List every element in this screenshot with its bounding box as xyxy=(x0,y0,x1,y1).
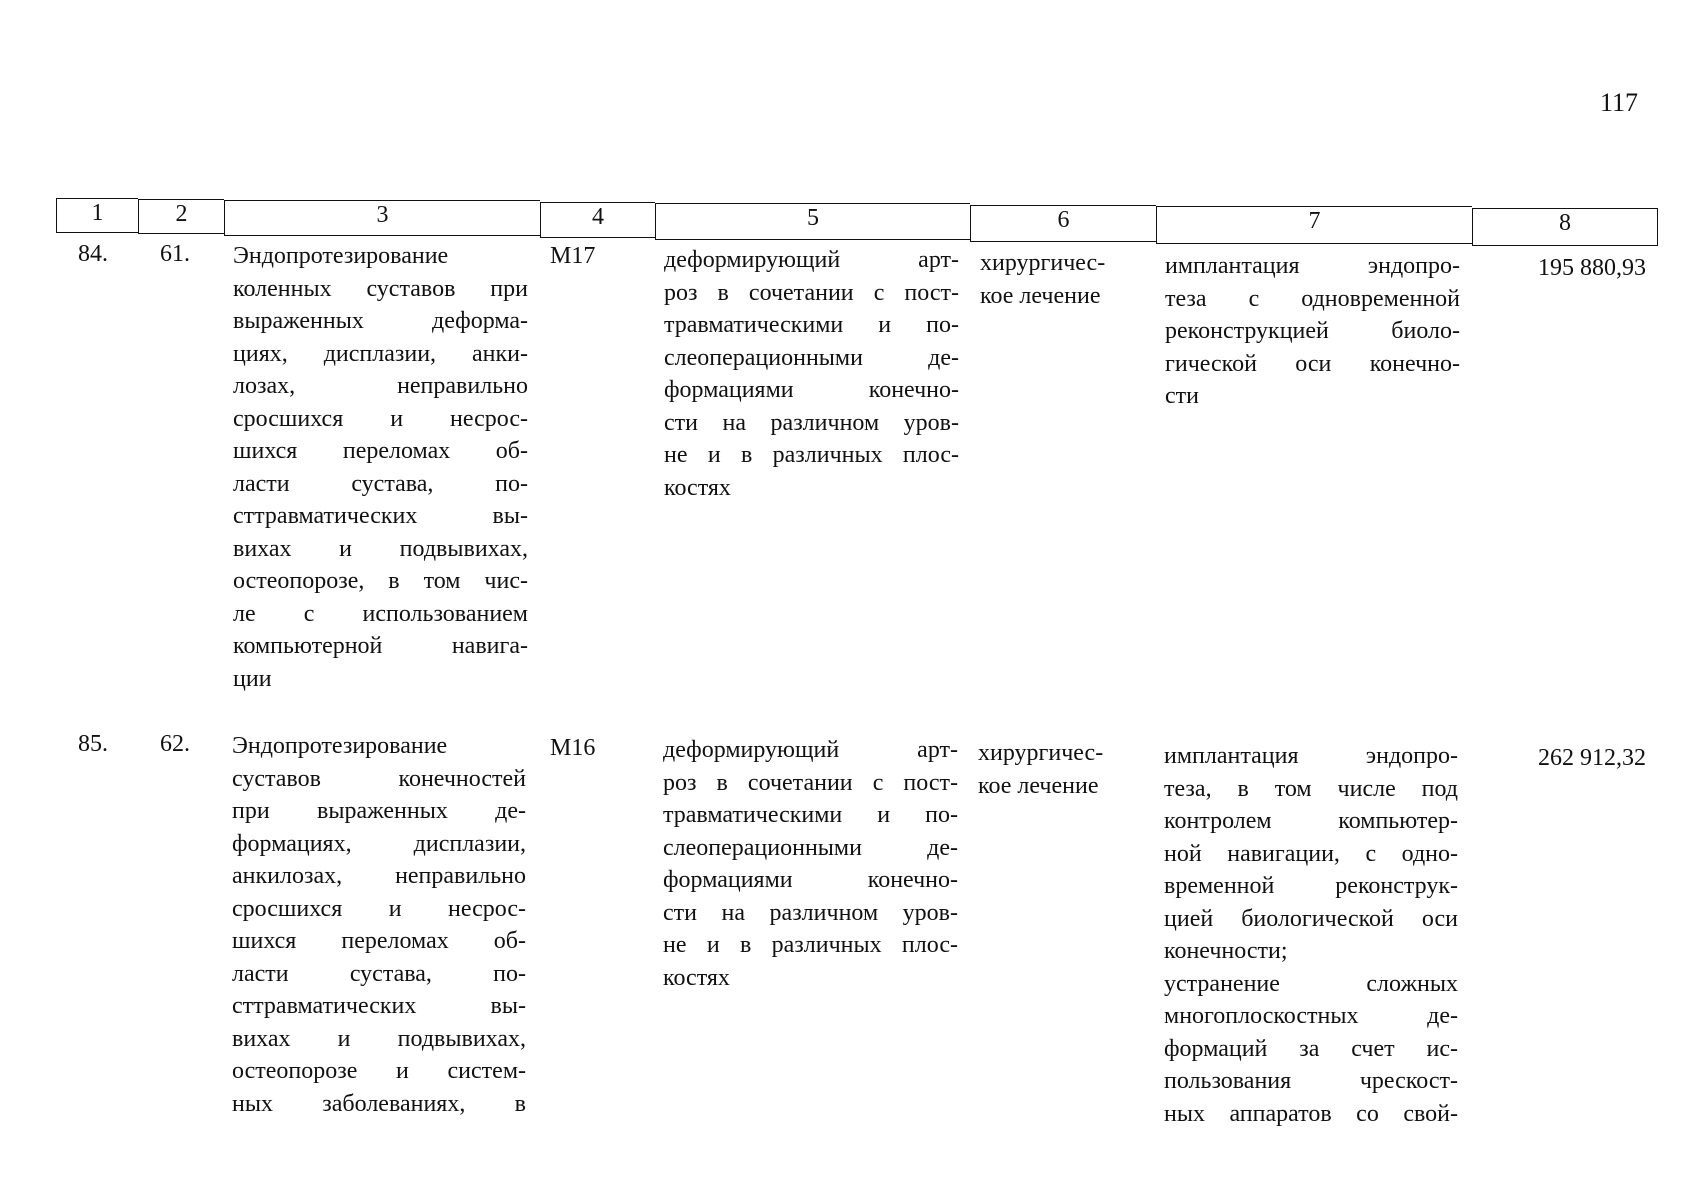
header-cell-1: 1 xyxy=(56,198,138,233)
header-cell-6: 6 xyxy=(970,205,1156,242)
treatment-type-cell: хирургичес- кое лечение xyxy=(980,250,1106,309)
treatment-type-cell: хирургичес- кое лечение xyxy=(978,740,1104,799)
header-cell-8: 8 xyxy=(1472,208,1658,246)
row-number: 85. xyxy=(78,731,108,757)
diagnosis-code: M16 xyxy=(550,735,596,761)
header-cell-4: 4 xyxy=(540,202,655,238)
diagnosis-code: M17 xyxy=(550,243,596,269)
method-name-cell: Эндопротезирование коленных суставов при выраженных деформа- циях, дисплазии, анки- лозах, неправильно сросшихся и несрос- шихся переломах об- ласти сустава, по- сттравматических вы- вихах и подвывихах, остеопорозе, в том чис- ле с использованием компьютерной навига- ции xyxy=(233,243,528,692)
subrow-number: 62. xyxy=(160,731,190,757)
patient-model-cell: деформирующий арт- роз в сочетании с пост- травматическими и по- слеоперационными де- формациями конечно- сти на различном уров- не и в различных плос- костях xyxy=(664,247,959,501)
header-cell-3: 3 xyxy=(224,200,540,236)
subrow-number: 61. xyxy=(160,241,190,267)
treatment-method-cell: имплантация эндопро- теза с одновременной реконструкцией биоло- гической оси конечно- сти xyxy=(1165,253,1460,409)
cost-value: 195 880,93 xyxy=(1538,255,1646,281)
treatment-method-cell: имплантация эндопро- теза, в том числе под контролем компьютер- ной навигации, с одно- временной реконструк- цией биологической оси конечности; устранение сложных многоплоскостных де- формаций за счет ис- пользования чрескост- ных аппаратов со свой- xyxy=(1164,743,1458,1127)
header-cell-7: 7 xyxy=(1156,206,1472,244)
cost-value: 262 912,32 xyxy=(1538,745,1646,771)
row-number: 84. xyxy=(78,241,108,267)
patient-model-cell: деформирующий арт- роз в сочетании с пост- травматическими и по- слеоперационными де- формациями конечно- сти на различном уров- не и в различных плос- костях xyxy=(663,737,958,991)
header-cell-5: 5 xyxy=(655,203,970,240)
page-number: 117 xyxy=(1600,88,1639,117)
method-name-cell: Эндопротезирование суставов конечностей при выраженных де- формациях, дисплазии, анкилозах, неправильно сросшихся и несрос- шихся переломах об- ласти сустава, по- сттравматических вы- вихах и подвывихах, остеопорозе и систем- ных заболеваниях, в xyxy=(232,733,526,1117)
header-cell-2: 2 xyxy=(138,199,224,234)
